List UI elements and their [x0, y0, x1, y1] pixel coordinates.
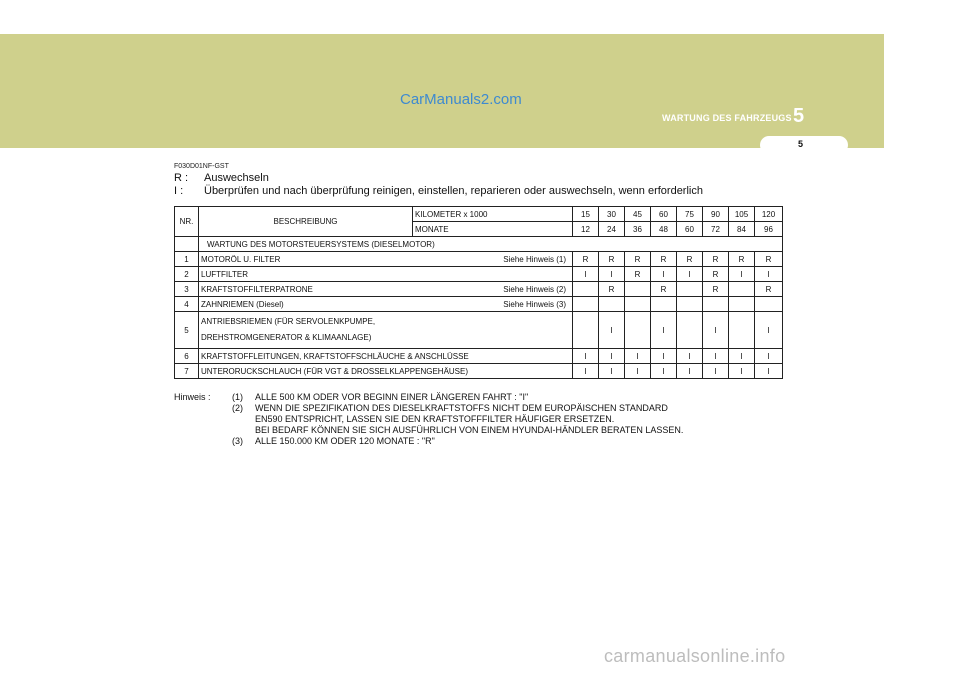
- interval-cell: I: [677, 364, 703, 379]
- row-note-reference: Siehe Hinweis (2): [503, 284, 566, 294]
- table-row: [175, 349, 783, 364]
- km-cell: 120: [755, 207, 783, 222]
- interval-cell: I: [677, 349, 703, 364]
- interval-cell: R: [755, 282, 783, 297]
- interval-cell: I: [703, 349, 729, 364]
- interval-cell: R: [677, 252, 703, 267]
- row-number: 2: [175, 267, 199, 282]
- interval-cell: [625, 312, 651, 349]
- interval-cell: [703, 297, 729, 312]
- interval-cell: I: [599, 267, 625, 282]
- interval-cell: I: [599, 349, 625, 364]
- interval-cell: [573, 282, 599, 297]
- legend-key: R :: [174, 172, 189, 184]
- interval-cell: I: [755, 312, 783, 349]
- section-title: WARTUNG DES MOTORSTEUERSYSTEMS (DIESELMOTOR): [199, 237, 783, 252]
- page-tab: [760, 136, 848, 154]
- interval-cell: I: [677, 267, 703, 282]
- interval-cell: [599, 297, 625, 312]
- note-line: ALLE 150.000 KM ODER 120 MONATE : "R": [255, 436, 435, 446]
- months-cell: 36: [625, 222, 651, 237]
- months-cell: 96: [755, 222, 783, 237]
- interval-cell: R: [703, 252, 729, 267]
- interval-cell: R: [729, 252, 755, 267]
- km-cell: 45: [625, 207, 651, 222]
- row-note-reference: Siehe Hinweis (1): [503, 254, 566, 264]
- km-cell: 105: [729, 207, 755, 222]
- interval-cell: I: [703, 312, 729, 349]
- interval-cell: I: [703, 364, 729, 379]
- interval-cell: I: [651, 267, 677, 282]
- interval-cell: [677, 312, 703, 349]
- row-description-text: ANTRIEBSRIEMEN (FÜR SERVOLENKPUMPE,: [201, 317, 376, 326]
- interval-cell: I: [729, 267, 755, 282]
- months-cell: 60: [677, 222, 703, 237]
- row-description: [199, 312, 573, 349]
- interval-cell: I: [599, 364, 625, 379]
- months-cell: 84: [729, 222, 755, 237]
- months-cell: 12: [573, 222, 599, 237]
- interval-cell: [729, 297, 755, 312]
- interval-cell: R: [599, 282, 625, 297]
- km-label: KILOMETER x 1000: [413, 207, 573, 222]
- row-description-text: KRAFTSTOFFILTERPATRONE: [201, 284, 313, 294]
- months-cell: 48: [651, 222, 677, 237]
- legend-text: Auswechseln: [204, 172, 269, 184]
- note-num: (1): [232, 392, 243, 402]
- note-2: [232, 403, 683, 436]
- row-description: [199, 364, 573, 379]
- row-number: 6: [175, 349, 199, 364]
- section-code: F030D01NF-GST: [174, 163, 229, 170]
- interval-cell: R: [703, 267, 729, 282]
- legend-text: Überprüfen und nach überprüfung reinigen, einstellen, reparieren oder auswechseln, wenn erforderlich: [204, 185, 703, 197]
- chapter-number: 5: [793, 105, 805, 127]
- watermark-bottom[interactable]: carmanualsonline.info: [604, 646, 786, 666]
- interval-cell: I: [729, 349, 755, 364]
- table-row: [175, 297, 783, 312]
- row-note-reference: Siehe Hinweis (3): [503, 299, 566, 309]
- months-label: MONATE: [413, 222, 573, 237]
- km-cell: 60: [651, 207, 677, 222]
- months-cell: 72: [703, 222, 729, 237]
- row-description: [199, 267, 573, 282]
- row-number: 5: [175, 312, 199, 349]
- note-line: ALLE 500 KM ODER VOR BEGINN EINER LÄNGEREN FAHRT : "I": [255, 392, 529, 402]
- km-cell: 75: [677, 207, 703, 222]
- interval-cell: R: [651, 282, 677, 297]
- interval-cell: I: [729, 364, 755, 379]
- watermark-top[interactable]: CarManuals2.com: [400, 91, 522, 108]
- interval-cell: R: [625, 267, 651, 282]
- row-description-text: LUFTFILTER: [201, 269, 248, 279]
- interval-cell: I: [625, 364, 651, 379]
- interval-cell: I: [755, 364, 783, 379]
- row-number: 3: [175, 282, 199, 297]
- legend-key: I :: [174, 185, 184, 197]
- interval-cell: I: [599, 312, 625, 349]
- note-line: BEI BEDARF KÖNNEN SIE SICH AUSFÜHRLICH VON EINEM HYUNDAI-HÄNDLER BERATEN LASSEN.: [255, 425, 684, 435]
- row-description: [199, 282, 573, 297]
- chapter-title: WARTUNG DES FAHRZEUGS: [662, 113, 792, 123]
- note-num: (2): [232, 403, 243, 413]
- notes-label: Hinweis :: [174, 392, 211, 402]
- interval-cell: I: [573, 349, 599, 364]
- row-number: 4: [175, 297, 199, 312]
- interval-cell: R: [755, 252, 783, 267]
- interval-cell: [573, 312, 599, 349]
- interval-cell: [729, 312, 755, 349]
- table-body: [175, 252, 783, 379]
- interval-cell: [677, 297, 703, 312]
- months-cell: 24: [599, 222, 625, 237]
- maintenance-table: [174, 206, 783, 379]
- row-number: 1: [175, 252, 199, 267]
- row-description-text: MOTORÖL U. FILTER: [201, 254, 281, 264]
- interval-cell: R: [703, 282, 729, 297]
- interval-cell: I: [573, 267, 599, 282]
- row-description: [199, 252, 573, 267]
- desc-header: BESCHREIBUNG: [199, 207, 413, 237]
- nr-header: NR.: [175, 207, 199, 237]
- interval-cell: [755, 297, 783, 312]
- interval-cell: [651, 297, 677, 312]
- table-row: [175, 282, 783, 297]
- km-cell: 90: [703, 207, 729, 222]
- table-row: [175, 252, 783, 267]
- table-header-row: [175, 207, 783, 222]
- interval-cell: [729, 282, 755, 297]
- interval-cell: I: [755, 349, 783, 364]
- interval-cell: R: [651, 252, 677, 267]
- section-row: [175, 237, 783, 252]
- interval-cell: I: [651, 349, 677, 364]
- interval-cell: I: [625, 349, 651, 364]
- table-row: [175, 364, 783, 379]
- note-line: WENN DIE SPEZIFIKATION DES DIESELKRAFTSTOFFS NICHT DEM EUROPÄISCHEN STANDARD: [255, 403, 668, 413]
- interval-cell: I: [651, 364, 677, 379]
- interval-cell: I: [573, 364, 599, 379]
- note-num: (3): [232, 436, 243, 446]
- interval-cell: R: [599, 252, 625, 267]
- interval-cell: [625, 297, 651, 312]
- row-description-text: KRAFTSTOFFLEITUNGEN, KRAFTSTOFFSCHLÄUCHE & ANSCHLÜSSE: [201, 351, 469, 361]
- interval-cell: [677, 282, 703, 297]
- interval-cell: R: [625, 252, 651, 267]
- interval-cell: [625, 282, 651, 297]
- table-row: [175, 312, 783, 349]
- note-line: EN590 ENTSPRICHT, LASSEN SIE DEN KRAFTSTOFFFILTER HÄUFIGER ERSETZEN.: [255, 414, 615, 424]
- interval-cell: [573, 297, 599, 312]
- legend-replace: [174, 172, 269, 185]
- interval-cell: I: [755, 267, 783, 282]
- note-1: [232, 392, 528, 403]
- row-description: [199, 349, 573, 364]
- km-cell: 30: [599, 207, 625, 222]
- table-row: [175, 267, 783, 282]
- row-description-text: UNTERORUCKSCHLAUCH (FÜR VGT & DROSSELKLAPPENGEHÄUSE): [201, 366, 469, 376]
- row-description-text: DREHSTROMGENERATOR & KLIMAANLAGE): [201, 333, 372, 342]
- interval-cell: R: [573, 252, 599, 267]
- row-description-text: ZAHNRIEMEN (Diesel): [201, 299, 284, 309]
- row-number: 7: [175, 364, 199, 379]
- legend-inspect: [174, 185, 703, 198]
- km-cell: 15: [573, 207, 599, 222]
- note-3: [232, 436, 435, 447]
- interval-cell: I: [651, 312, 677, 349]
- page-number: 5: [798, 139, 804, 149]
- row-description: [199, 297, 573, 312]
